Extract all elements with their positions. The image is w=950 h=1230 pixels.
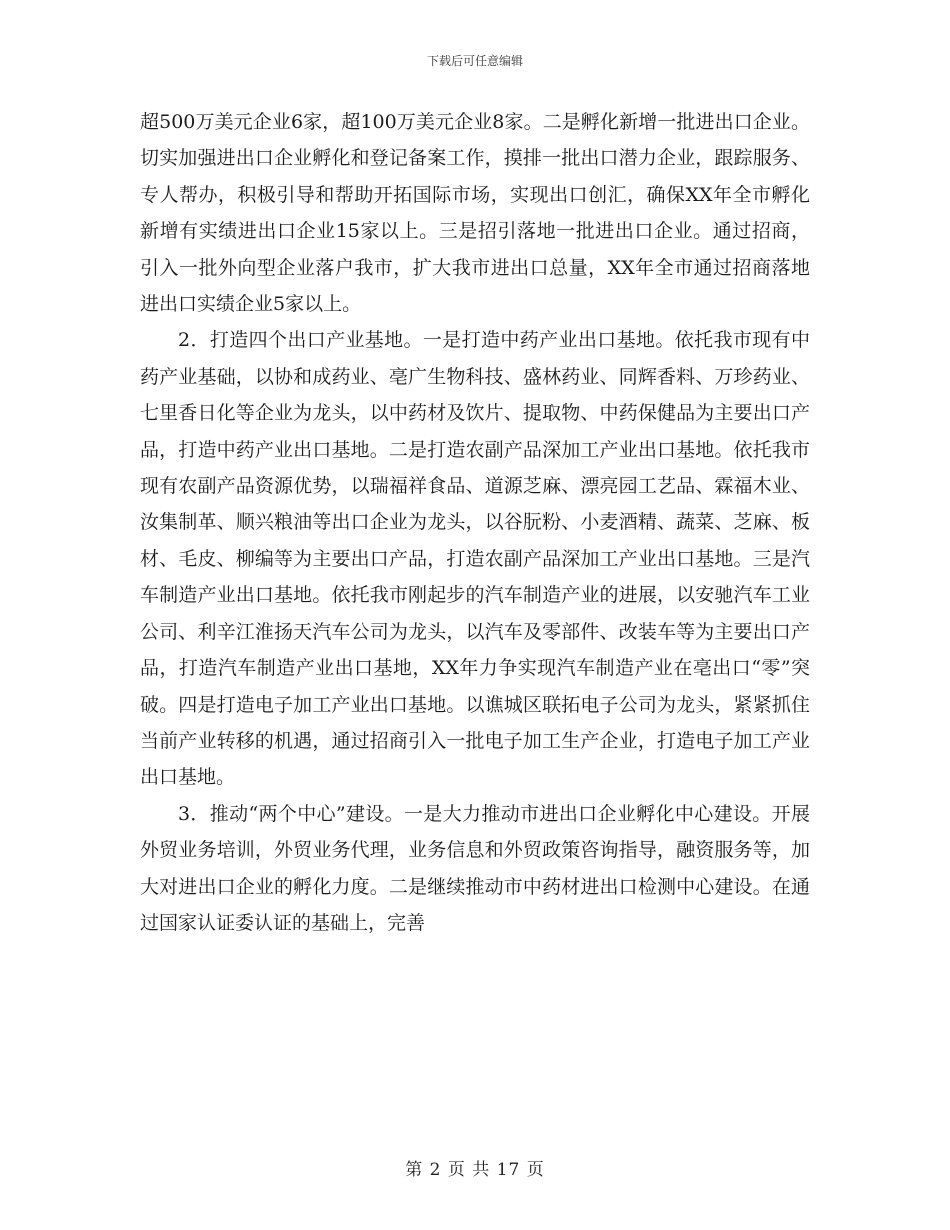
page-number-footer: 第 2 页 共 17 页	[405, 1160, 545, 1180]
paragraph-export-bases: 2．打造四个出口产业基地。一是打造中药产业出口基地。依托我市现有中药产业基础，以协和成药业、亳广生物科技、盛林药业、同辉香料、万珍药业、七里香日化等企业为龙头，以中药材及饮片、提取物、中药保健品为主要出口产品，打造中药产业出口基地。二是打造农副产品深加工产业出口基地。依托我市现有农副产品资源优势，以瑞福祥食品、道源芝麻、漂亮园工艺品、霖福木业、汝集制革、顺兴粮油等出口企业为龙头，以谷朊粉、小麦酒精、蔬菜、芝麻、板材、毛皮、柳编等为主要出口产品，打造农副产品深加工产业出口基地。三是汽车制造产业出口基地。依托我市刚起步的汽车制造产业的进展，以安驰汽车工业公司、利辛江淮扬天汽车公司为龙头，以汽车及零部件、改装车等为主要出口产品，打造汽车制造产业出口基地，XX年力争实现汽车制造产业在亳出口“零”突破。四是打造电子加工产业出口基地。以谯城区联拓电子公司为龙头，紧紧抓住当前产业转移的机遇，通过招商引入一批电子加工生产企业，打造电子加工产业出口基地。	[140, 329, 810, 789]
document-body	[140, 104, 810, 941]
page-header: 下载后可任意编辑	[426, 54, 523, 68]
paragraph-two-centers: 3．推动“两个中心”建设。一是大力推动市进出口企业孵化中心建设。开展外贸业务培训，外贸业务代理，业务信息和外贸政策咨询指导，融资服务等，加大对进出口企业的孵化力度。二是继续推动市中药材进出口检测中心建设。在通过国家认证委认证的基础上，完善	[140, 802, 810, 934]
paragraph-continuation: 超500万美元企业6家，超100万美元企业8家。二是孵化新增一批进出口企业。切实加强进出口企业孵化和登记备案工作，摸排一批出口潜力企业，跟踪服务、专人帮办，积极引导和帮助开拓国际市场，实现出口创汇，确保XX年全市孵化新增有实绩进出口企业15家以上。三是招引落地一批进出口企业。通过招商，引入一批外向型企业落户我市，扩大我市进出口总量，XX年全市通过招商落地进出口实绩企业5家以上。	[140, 111, 810, 316]
